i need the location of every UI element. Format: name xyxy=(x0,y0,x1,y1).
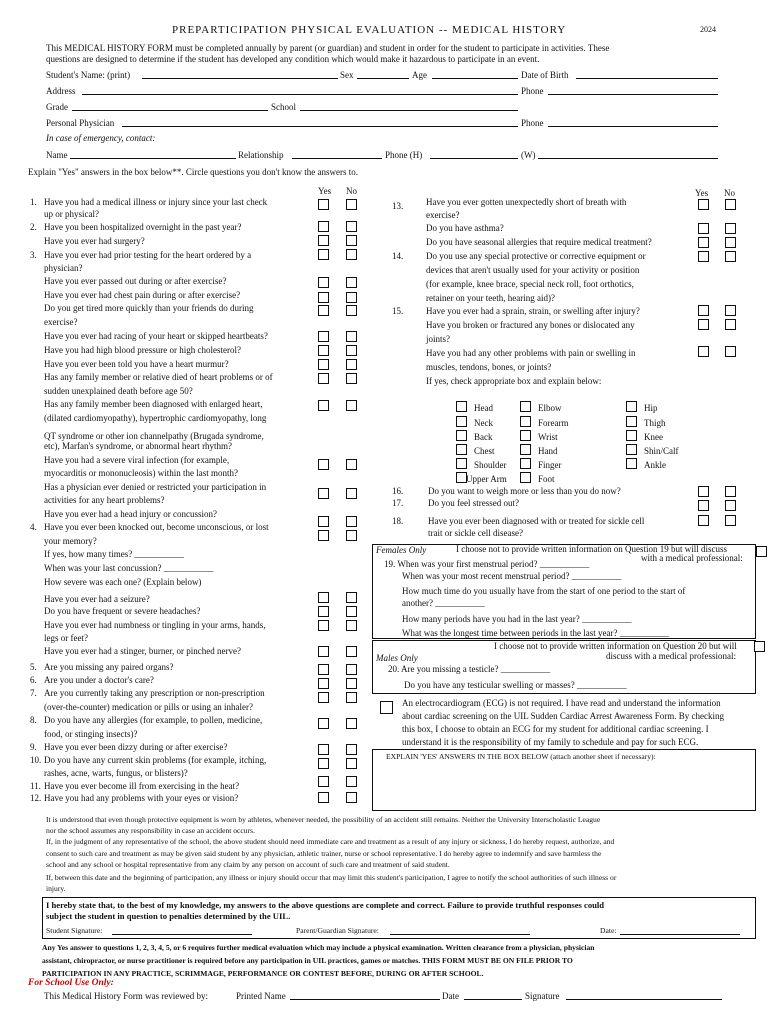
question-text: sudden unexplained death before age 50? xyxy=(44,386,193,396)
yes-checkbox[interactable] xyxy=(698,305,709,316)
no-checkbox[interactable] xyxy=(725,346,736,357)
question-text: Do you have seasonal allergies that require medical treatment? xyxy=(426,237,652,247)
question-text: Do you have frequent or severe headaches? xyxy=(44,606,201,616)
no-checkbox[interactable] xyxy=(725,199,736,210)
question-text: Have you ever had prior testing for the heart ordered by a xyxy=(44,250,252,260)
no-checkbox[interactable] xyxy=(346,221,357,232)
body-part-label: Foot xyxy=(538,474,555,484)
yes-checkbox[interactable] xyxy=(318,718,329,729)
body-part-checkbox[interactable] xyxy=(520,416,531,427)
student-signature-field[interactable] xyxy=(112,927,252,935)
no-checkbox[interactable] xyxy=(346,718,357,729)
student-name-field[interactable] xyxy=(142,70,338,79)
yes-checkbox[interactable] xyxy=(318,249,329,260)
question-19d: another? ___________ xyxy=(402,598,485,608)
student-signature-label: Student Signature: xyxy=(46,926,103,935)
phone-h-label: Phone (H) xyxy=(385,150,423,160)
yes-checkbox[interactable] xyxy=(318,292,329,303)
question-19: 19. When was your first menstrual period? ___________ xyxy=(384,559,590,569)
question-text: Are you currently taking any prescription or non-prescription xyxy=(44,688,265,698)
question-text: Have you had high blood pressure or high cholesterol? xyxy=(44,345,241,355)
question-number: 16. xyxy=(392,486,404,496)
yes-checkbox[interactable] xyxy=(318,664,329,675)
question-text: Have you had any other problems with pain or swelling in xyxy=(426,348,636,358)
address-field[interactable] xyxy=(82,86,518,95)
yes-checkbox[interactable] xyxy=(698,319,709,330)
yes-checkbox[interactable] xyxy=(318,744,329,755)
yes-checkbox[interactable] xyxy=(318,592,329,603)
question-text: (for example, knee brace, special neck roll, foot orthotics, xyxy=(426,279,634,289)
no-checkbox[interactable] xyxy=(725,305,736,316)
no-checkbox[interactable] xyxy=(346,758,357,769)
females-choose-text-2: with a medical professional: xyxy=(641,553,743,563)
age-label: Age xyxy=(412,70,427,80)
body-part-label: Shoulder xyxy=(474,460,507,470)
no-checkbox[interactable] xyxy=(346,345,357,356)
question-text: Have you ever had numbness or tingling in your arms, hands, xyxy=(44,620,266,630)
males-choose-checkbox[interactable] xyxy=(754,641,765,652)
body-part-checkbox[interactable] xyxy=(456,458,467,469)
question-20: 20. Are you missing a testicle? ___________ xyxy=(388,664,551,674)
question-number: 4. xyxy=(30,522,37,532)
body-part-checkbox[interactable] xyxy=(456,416,467,427)
no-checkbox[interactable] xyxy=(346,459,357,470)
no-checkbox[interactable] xyxy=(725,319,736,330)
yes-checkbox[interactable] xyxy=(318,516,329,527)
question-text: Do you feel stressed out? xyxy=(428,498,519,508)
no-checkbox[interactable] xyxy=(346,373,357,384)
question-text: If yes, check appropriate box and explain below: xyxy=(426,376,602,386)
question-text: QT syndrome or other ion channelpathy (Brugada syndrome, xyxy=(44,431,264,441)
question-text: Are you under a doctor's care? xyxy=(44,675,154,685)
no-checkbox[interactable] xyxy=(725,223,736,234)
males-choose-text: I choose not to provide written information on Question 20 but will xyxy=(494,641,737,651)
printed-name-label: Printed Name xyxy=(236,991,286,1001)
question-text: Have you had any problems with your eyes or vision? xyxy=(44,793,239,803)
question-text: devices that aren't usually used for your activity or position xyxy=(426,265,640,275)
males-only-label: Males Only xyxy=(376,653,418,663)
question-text: exercise? xyxy=(44,317,78,327)
question-text: Have you ever had chest pain during or after exercise? xyxy=(44,290,241,300)
legal-line: It is understood that even though protective equipment is worn by athletes, whenever needed, the possibility of an accident still remains. Neither the University Interscholastic League xyxy=(46,815,601,824)
no-checkbox[interactable] xyxy=(346,277,357,288)
body-part-label: Upper Arm xyxy=(466,474,507,484)
yes-checkbox[interactable] xyxy=(698,237,709,248)
females-choose-checkbox[interactable] xyxy=(756,546,767,557)
no-checkbox[interactable] xyxy=(346,776,357,787)
body-part-checkbox[interactable] xyxy=(520,430,531,441)
question-text: joints? xyxy=(426,334,450,344)
no-checkbox[interactable] xyxy=(725,486,736,497)
no-checkbox[interactable] xyxy=(346,488,357,499)
question-text: (over-the-counter) medication or pills or using an inhaler? xyxy=(44,702,253,712)
question-text: Have you ever been dizzy during or after exercise? xyxy=(44,742,228,752)
yes-checkbox[interactable] xyxy=(318,530,329,541)
body-part-label: Shin/Calf xyxy=(644,446,679,456)
body-part-label: Wrist xyxy=(538,432,558,442)
yes-checkbox[interactable] xyxy=(698,199,709,210)
question-text: Do you use any special protective or corrective equipment or xyxy=(426,251,646,261)
body-part-checkbox[interactable] xyxy=(456,444,467,455)
question-text: If yes, how many times? ___________ xyxy=(44,549,184,559)
yes-checkbox[interactable] xyxy=(318,678,329,689)
question-number: 5. xyxy=(30,662,37,672)
left-yes-header: Yes xyxy=(318,186,332,196)
legal-line: nor the school assumes any responsibility in case an accident occurs. xyxy=(46,826,255,835)
yes-checkbox[interactable] xyxy=(318,305,329,316)
question-number: 10. xyxy=(30,755,42,765)
physician-phone-label: Phone xyxy=(521,118,544,128)
question-text: Have you ever been diagnosed with or treated for sickle cell xyxy=(428,516,645,526)
statement-line-1: I hereby state that, to the best of my knowledge, my answers to the above questions are complete and correct. Failure to provide truthful responses could xyxy=(46,900,605,910)
sex-field[interactable] xyxy=(357,70,409,79)
body-part-checkbox[interactable] xyxy=(520,401,531,412)
school-field[interactable] xyxy=(300,102,518,111)
ecg-line: about cardiac screening on the UIL Sudden Cardiac Arrest Awareness Form. By checking xyxy=(402,711,724,721)
body-part-checkbox[interactable] xyxy=(626,444,637,455)
student-name-label: Student's Name: (print) xyxy=(46,70,131,80)
question-19f: What was the longest time between periods in the last year? ___________ xyxy=(402,628,670,638)
no-checkbox[interactable] xyxy=(346,199,357,210)
yes-checkbox[interactable] xyxy=(318,758,329,769)
legal-line: consent to such care and treatment as may be given said student by any physician, athletic trainer, nurse or school representative. I do hereby agree to indemnify and save harmless the xyxy=(46,849,602,858)
body-part-label: Thigh xyxy=(644,418,666,428)
no-checkbox[interactable] xyxy=(346,592,357,603)
footer-line-2: assistant, chiropractor, or nurse practitioner is required before any participation in UIL practices, games or matches. THIS FORM MUST BE ON FILE PRIOR TO xyxy=(42,956,573,965)
body-part-label: Hip xyxy=(644,403,658,413)
no-checkbox[interactable] xyxy=(346,606,357,617)
question-text: Have you ever had surgery? xyxy=(44,236,145,246)
question-number: 11. xyxy=(30,781,41,791)
yes-checkbox[interactable] xyxy=(318,199,329,210)
question-text: Do you get tired more quickly than your friends do during xyxy=(44,303,254,313)
yes-checkbox[interactable] xyxy=(318,646,329,657)
parent-signature-label: Parent/Guardian Signature: xyxy=(296,926,379,935)
body-part-label: Elbow xyxy=(538,403,562,413)
yes-checkbox[interactable] xyxy=(698,251,709,262)
no-checkbox[interactable] xyxy=(346,359,357,370)
yes-checkbox[interactable] xyxy=(318,459,329,470)
grade-label: Grade xyxy=(46,102,68,112)
yes-checkbox[interactable] xyxy=(698,486,709,497)
intro-line-2: questions are designed to determine if the student has developed any condition which would make it hazardous to participate in an event. xyxy=(46,54,540,64)
females-choose-text: I choose not to provide written information on Question 19 but will discuss xyxy=(456,544,727,554)
question-text: Has any family member or relative died of heart problems or of xyxy=(44,372,273,382)
statement-line-2: subject the student in question to penalties determined by the UIL. xyxy=(46,911,291,921)
question-text: Have you ever had racing of your heart or skipped heartbeats? xyxy=(44,331,268,341)
question-19b: When was your most recent menstrual period? ___________ xyxy=(402,571,622,581)
body-part-checkbox[interactable] xyxy=(456,401,467,412)
review-date-field[interactable] xyxy=(464,991,522,1000)
no-checkbox[interactable] xyxy=(725,251,736,262)
no-checkbox[interactable] xyxy=(346,664,357,675)
question-text: Have you ever had a seizure? xyxy=(44,594,150,604)
no-checkbox[interactable] xyxy=(346,400,357,411)
question-text: Have you ever become ill from exercising in the heat? xyxy=(44,781,240,791)
body-part-label: Hand xyxy=(538,446,558,456)
question-number: 14. xyxy=(392,251,404,261)
question-text: Have you ever been told you have a heart murmur? xyxy=(44,359,229,369)
legal-line: injury. xyxy=(46,884,66,893)
question-number: 8. xyxy=(30,715,37,725)
question-text: Have you broken or fractured any bones or dislocated any xyxy=(426,320,635,330)
form-year: 2024 xyxy=(700,25,716,34)
question-text: Have you had a severe viral infection (for example, xyxy=(44,455,230,465)
question-text: food, or stinging insects)? xyxy=(44,729,138,739)
yes-checkbox[interactable] xyxy=(318,400,329,411)
legal-line: If, between this date and the beginning of participation, any illness or injury should occur that may limit this student's participation, I agree to notify the school authorities of such illness or xyxy=(46,873,617,882)
yes-checkbox[interactable] xyxy=(698,500,709,511)
intro-line-1: This MEDICAL HISTORY FORM must be completed annually by parent (or guardian) and student in order for the student to participate in activities. These xyxy=(46,43,610,53)
address-label: Address xyxy=(46,86,76,96)
yes-checkbox[interactable] xyxy=(318,277,329,288)
statement-date-field[interactable] xyxy=(620,927,740,935)
yes-checkbox[interactable] xyxy=(318,221,329,232)
yes-checkbox[interactable] xyxy=(318,488,329,499)
review-signature-label: Signature xyxy=(525,991,560,1001)
males-choose-text-2: discuss with a medical professional: xyxy=(606,651,736,661)
name-label: Name xyxy=(46,150,68,160)
question-text: Do you want to weigh more or less than you do now? xyxy=(428,486,621,496)
question-text: rashes, acne, warts, fungus, or blisters)? xyxy=(44,768,188,778)
ecg-line: understand it is the responsibility of my family to schedule and pay for such ECG. xyxy=(402,737,699,747)
no-checkbox[interactable] xyxy=(346,792,357,803)
body-part-label: Knee xyxy=(644,432,663,442)
body-part-checkbox[interactable] xyxy=(520,458,531,469)
no-checkbox[interactable] xyxy=(346,620,357,631)
question-text: Do you have asthma? xyxy=(426,223,504,233)
body-part-checkbox[interactable] xyxy=(626,458,637,469)
question-text: Do you have any current skin problems (for example, itching, xyxy=(44,755,267,765)
no-checkbox[interactable] xyxy=(346,530,357,541)
question-text: Have you had a medical illness or injury since your last check xyxy=(44,197,268,207)
question-text: Have you been hospitalized overnight in the past year? xyxy=(44,222,242,232)
question-text: (dilated cardiomyopathy), hypertrophic cardiomyopathy, long xyxy=(44,413,267,423)
body-part-label: Back xyxy=(474,432,493,442)
yes-checkbox[interactable] xyxy=(318,692,329,703)
grade-field[interactable] xyxy=(72,102,268,111)
yes-checkbox[interactable] xyxy=(318,235,329,246)
question-20b: Do you have any testicular swelling or masses? ___________ xyxy=(404,680,627,690)
question-text: Have you ever had a sprain, strain, or swelling after injury? xyxy=(426,306,640,316)
question-number: 18. xyxy=(392,516,404,526)
phone-w-field[interactable] xyxy=(538,150,718,159)
form-title: PREPARTICIPATION PHYSICAL EVALUATION -- MEDICAL HISTORY xyxy=(172,24,567,36)
yes-checkbox[interactable] xyxy=(698,223,709,234)
relationship-label: Relationship xyxy=(238,150,284,160)
phone-h-field[interactable] xyxy=(430,150,518,159)
question-text: When was your last concussion? ___________ xyxy=(44,563,214,573)
no-checkbox[interactable] xyxy=(346,646,357,657)
question-number: 3. xyxy=(30,250,37,260)
left-no-header: No xyxy=(346,186,357,196)
parent-signature-field[interactable] xyxy=(390,927,530,935)
question-text: trait or sickle cell disease? xyxy=(428,528,523,538)
footer-line-1: Any Yes answer to questions 1, 2, 3, 4, 5, or 6 requires further medical evaluation which may include a physical examination. Written clearance from a physician, physician xyxy=(42,943,595,952)
body-part-label: Ankle xyxy=(644,460,666,470)
question-text: legs or feet? xyxy=(44,633,88,643)
question-number: 9. xyxy=(30,742,37,752)
body-part-checkbox[interactable] xyxy=(456,430,467,441)
phone-field[interactable] xyxy=(548,86,718,95)
question-text: Have you ever gotten unexpectedly short of breath with xyxy=(426,197,627,207)
footer-line-3: PARTICIPATION IN ANY PRACTICE, SCRIMMAGE, PERFORMANCE OR CONTEST BEFORE, DURING OR AFTER SCHOOL. xyxy=(42,969,484,978)
ecg-line: this box, I choose to obtain an ECG for my student for additional cardiac screening. I xyxy=(402,724,709,734)
yes-checkbox[interactable] xyxy=(318,792,329,803)
reviewed-by-label: This Medical History Form was reviewed by: xyxy=(44,991,208,1001)
right-yes-header: Yes xyxy=(695,188,709,198)
dob-label: Date of Birth xyxy=(521,70,569,80)
yes-checkbox[interactable] xyxy=(698,346,709,357)
females-only-label: Females Only xyxy=(376,545,427,555)
no-checkbox[interactable] xyxy=(346,744,357,755)
question-number: 13. xyxy=(392,201,404,211)
body-part-label: Chest xyxy=(474,446,495,456)
question-text: myocarditis or mononucleosis) within the last month? xyxy=(44,468,238,478)
question-text: Do you have any allergies (for example, to pollen, medicine, xyxy=(44,715,263,725)
ecg-line: An electrocardiogram (ECG) is not required. I have read and understand the information xyxy=(402,698,721,708)
phone-label: Phone xyxy=(521,86,544,96)
physician-field[interactable] xyxy=(122,118,518,127)
no-checkbox[interactable] xyxy=(346,678,357,689)
review-signature-field[interactable] xyxy=(566,991,722,1000)
question-text: Have you ever been knocked out, become unconscious, or lost xyxy=(44,522,269,532)
question-number: 1. xyxy=(30,197,37,207)
question-number: 6. xyxy=(30,675,37,685)
question-number: 7. xyxy=(30,688,37,698)
question-text: retainer on your teeth, hearing aid)? xyxy=(426,293,555,303)
no-checkbox[interactable] xyxy=(725,515,736,526)
question-number: 17. xyxy=(392,498,404,508)
body-part-label: Forearm xyxy=(538,418,569,428)
body-part-checkbox[interactable] xyxy=(626,401,637,412)
physician-label: Personal Physician xyxy=(46,118,115,128)
no-checkbox[interactable] xyxy=(346,249,357,260)
yes-checkbox[interactable] xyxy=(318,331,329,342)
explain-box-label: EXPLAIN 'YES' ANSWERS IN THE BOX BELOW (attach another sheet if necessary): xyxy=(386,752,656,761)
body-part-checkbox[interactable] xyxy=(626,416,637,427)
ecg-checkbox[interactable] xyxy=(380,701,393,714)
relationship-field[interactable] xyxy=(292,150,382,159)
physician-phone-field[interactable] xyxy=(548,118,718,127)
question-19e: How many periods have you had in the last year? ___________ xyxy=(402,614,632,624)
right-no-header: No xyxy=(724,188,735,198)
no-checkbox[interactable] xyxy=(346,516,357,527)
legal-line: If, in the judgment of any representative of the school, the above student should need immediate care and treatment as a result of any injury or sickness, I do hereby request, authorize, and xyxy=(46,837,615,846)
question-text: How severe was each one? (Explain below) xyxy=(44,577,202,587)
no-checkbox[interactable] xyxy=(346,292,357,303)
phone-w-label: (W) xyxy=(521,150,536,160)
emergency-label: In case of emergency, contact: xyxy=(46,133,156,143)
question-text: Has a physician ever denied or restricted your participation in xyxy=(44,482,267,492)
explain-instructions: Explain "Yes" answers in the box below**. Circle questions you don't know the answers to. xyxy=(28,167,359,177)
no-checkbox[interactable] xyxy=(725,500,736,511)
yes-checkbox[interactable] xyxy=(318,373,329,384)
no-checkbox[interactable] xyxy=(346,331,357,342)
question-text: your memory? xyxy=(44,536,97,546)
question-number: 15. xyxy=(392,306,404,316)
yes-checkbox[interactable] xyxy=(318,359,329,370)
question-text: Have you ever passed out during or after exercise? xyxy=(44,276,227,286)
question-text: Have you ever had a head injury or concussion? xyxy=(44,509,217,519)
question-number: 2. xyxy=(30,222,37,232)
body-part-checkbox[interactable] xyxy=(520,444,531,455)
no-checkbox[interactable] xyxy=(346,305,357,316)
age-field[interactable] xyxy=(432,70,518,79)
question-text: etc), Marfan's syndrome, or abnormal heart rhythm? xyxy=(44,441,233,451)
question-text: up or physical? xyxy=(44,209,99,219)
body-part-label: Head xyxy=(474,403,493,413)
school-use-label: For School Use Only: xyxy=(28,978,114,988)
body-part-checkbox[interactable] xyxy=(626,430,637,441)
dob-field[interactable] xyxy=(576,70,718,79)
no-checkbox[interactable] xyxy=(346,235,357,246)
no-checkbox[interactable] xyxy=(725,237,736,248)
yes-checkbox[interactable] xyxy=(318,606,329,617)
question-text: activities for any heart problems? xyxy=(44,495,165,505)
printed-name-field[interactable] xyxy=(290,991,440,1000)
date-label: Date: xyxy=(600,926,617,935)
question-number: 12. xyxy=(30,793,42,803)
no-checkbox[interactable] xyxy=(346,692,357,703)
body-part-label: Finger xyxy=(538,460,562,470)
sex-label: Sex xyxy=(340,70,354,80)
yes-checkbox[interactable] xyxy=(318,620,329,631)
question-text: Are you missing any paired organs? xyxy=(44,662,174,672)
emergency-name-field[interactable] xyxy=(70,150,236,159)
question-text: exercise? xyxy=(426,210,460,220)
question-text: Has any family member been diagnosed with enlarged heart, xyxy=(44,399,263,409)
yes-checkbox[interactable] xyxy=(318,345,329,356)
question-19c: How much time do you usually have from the start of one period to the start of xyxy=(402,586,686,596)
legal-line: school and any school or hospital representative from any claim by any person on account of such care and treatment of said student. xyxy=(46,860,450,869)
yes-checkbox[interactable] xyxy=(698,515,709,526)
body-part-label: Neck xyxy=(474,418,493,428)
question-text: physician? xyxy=(44,263,83,273)
school-label: School xyxy=(271,102,297,112)
body-part-checkbox[interactable] xyxy=(520,472,531,483)
question-text: muscles, tendons, bones, or joints? xyxy=(426,362,552,372)
review-date-label: Date xyxy=(442,991,459,1001)
yes-checkbox[interactable] xyxy=(318,776,329,787)
question-text: Have you ever had a stinger, burner, or pinched nerve? xyxy=(44,646,241,656)
